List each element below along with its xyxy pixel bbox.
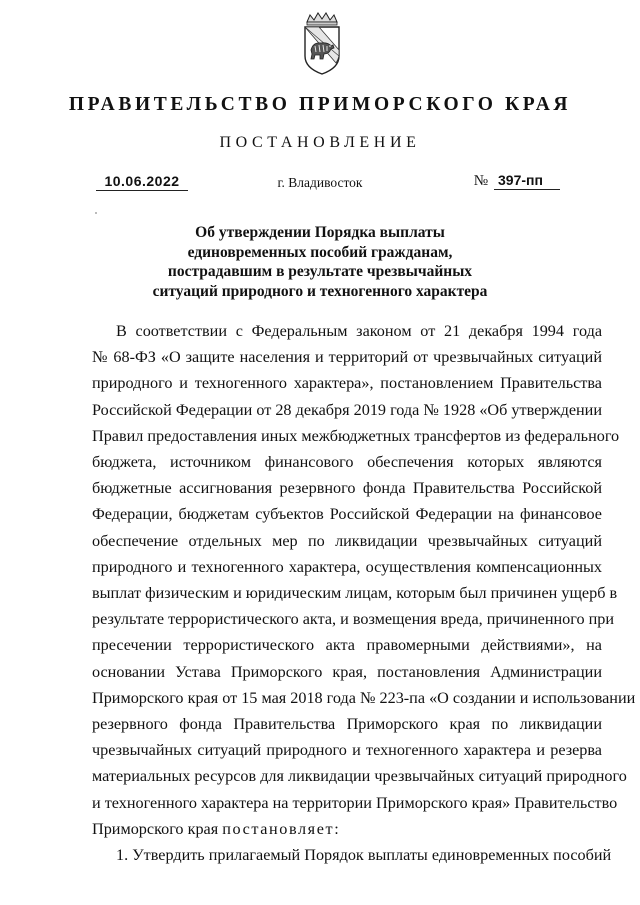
body-line: Российской Федерации от 28 декабря 2019 года № 1928 «Об утверждении	[92, 400, 602, 419]
document-body	[92, 318, 636, 868]
title-line: пострадавшим в результате чрезвычайных	[167, 263, 473, 280]
primorsky-krai-coat-of-arms-icon	[299, 12, 345, 76]
document-title	[0, 223, 640, 301]
body-line: и техногенного характера на территории Приморского края» Правительство	[92, 793, 618, 812]
scan-speck	[95, 212, 97, 214]
organization-name: ПРАВИТЕЛЬСТВО ПРИМОРСКОГО КРАЯ	[68, 94, 572, 115]
document-type: ПОСТАНОВЛЕНИЕ	[219, 134, 421, 151]
body-line: Правил предоставления иных межбюджетных трансфертов из федерального	[92, 426, 620, 445]
body-line: Приморского края от 15 мая 2018 года № 223-па «О создании и использовании	[92, 688, 636, 707]
body-line: бюджетные ассигнования резервного фонда Правительства Российской	[92, 479, 602, 498]
body-line: бюджета, источником финансового обеспечения которых являются	[92, 453, 602, 472]
body-line: основании Устава Приморского края, постановления Администрации	[92, 662, 602, 681]
document-number: 397-пп	[494, 172, 560, 190]
title-line: ситуаций природного и техногенного характера	[152, 282, 488, 300]
body-line: Федерации, бюджетам субъектов Российской Федерации на финансовое	[92, 505, 602, 524]
body-line: резервного фонда Правительства Приморского края по ликвидации	[92, 715, 602, 734]
closing-prefix: Приморского края	[92, 819, 223, 838]
number-sign: №	[473, 173, 488, 189]
body-closing-line	[92, 816, 602, 842]
body-line: природного и техногенного характера, осуществления компенсационных	[92, 557, 602, 576]
body-line: пресечении террористического акта правомерными действиями», на	[92, 636, 602, 655]
document-number-block	[474, 172, 560, 190]
body-item-1: 1. Утвердить прилагаемый Порядок выплаты единовременных пособий	[116, 846, 612, 865]
document-date: 10.06.2022	[96, 173, 188, 191]
body-line: природного и техногенного характера», постановлением Правительства	[92, 374, 602, 393]
body-line: результате террористического акта, и возмещения вреда, причиненного при	[92, 610, 615, 629]
body-line: № 68-ФЗ «О защите населения и территорий от чрезвычайных ситуаций	[92, 348, 602, 367]
body-line: обеспечение отдельных мер по ликвидации чрезвычайных ситуаций	[92, 531, 602, 550]
title-line: Об утверждении Порядка выплаты	[195, 224, 445, 241]
body-line: В соответствии с Федеральным законом от 21 декабря 1994 года	[116, 322, 602, 340]
body-line: материальных ресурсов для ликвидации чрезвычайных ситуаций природного	[92, 767, 627, 786]
body-line: чрезвычайных ситуаций природного и техногенного характера и резерва	[92, 741, 602, 760]
body-line: выплат физическим и юридическим лицам, которым был причинен ущерб в	[92, 584, 618, 603]
document-city: г. Владивосток	[277, 175, 363, 190]
title-line: единовременных пособий гражданам,	[187, 243, 453, 261]
closing-decree-word: постановляет:	[222, 819, 341, 838]
